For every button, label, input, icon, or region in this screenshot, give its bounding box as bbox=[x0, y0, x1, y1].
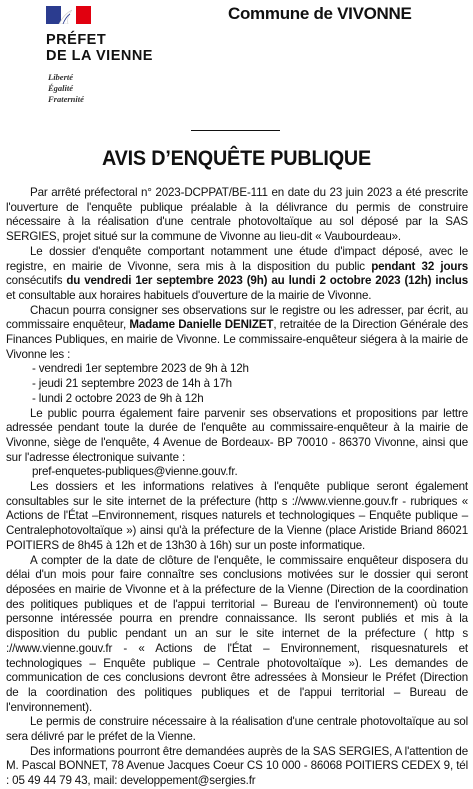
motto-egalite: Égalité bbox=[48, 83, 74, 93]
duration-text: pendant 32 jours bbox=[371, 259, 468, 273]
motto-liberte: Liberté bbox=[48, 72, 74, 82]
header bbox=[0, 0, 473, 125]
commune-name: Commune de VIVONNE bbox=[228, 4, 412, 23]
paragraph-commissaire: Chacun pourra consigner ses observations sur le registre ou les adresser, par écrit, au commissaire enquêteur, Madame Danielle DENIZET, retraitée de la Direction Générale des Finances Publiques, en mairie de Vivonne. Le commissaire-enquêteur siégera à la mairie de Vivonne les : bbox=[6, 303, 468, 361]
notice-body bbox=[6, 186, 468, 789]
motto-fraternite: Fraternité bbox=[48, 94, 84, 104]
notice-title: AVIS D’ENQUÊTE PUBLIQUE bbox=[101, 146, 372, 170]
prefet-department: DE LA VIENNE bbox=[46, 48, 153, 64]
title-divider bbox=[191, 130, 280, 131]
paragraph-consultation: Les dossiers et les informations relatives à l'enquête publique seront également consultables sur le site internet de la préfecture (http s ://www.vienne.gouv.fr - rubriques « Actions de l'État –Environnement, risques naturels et technologiques – Enquête publique – Centralephotovoltaïque ») ainsi qu'à la préfecture de la Vienne (place Aristide Briand 86021 POITIERS de 8h45 à 12h et de 13h30 à 16h) sur un poste informatique. bbox=[6, 480, 468, 552]
commissaire-name: Madame Danielle DENIZET bbox=[129, 318, 274, 332]
paragraph-permis: Le permis de construire nécessaire à la réalisation d'une centrale photovoltaïque au sol sera délivré par le préfet de la Vienne. bbox=[6, 715, 468, 744]
marianne-flag-icon bbox=[46, 6, 91, 24]
paragraph-arrete: Par arrêté préfectoral n° 2023-DCPPAT/BE-111 en date du 23 juin 2023 a été prescrite l'ouverture de l'enquête publique préalable à la délivrance du permis de construire nécessaire à la réalisation d'une centrale photovoltaïque au sol déposé par la SAS SERGIES, projet situé sur la commune de Vivonne au lieu-dit « Vaubourdeau». bbox=[6, 186, 468, 244]
email-address: pref-enquetes-publiques@vienne.gouv.fr. bbox=[32, 465, 238, 479]
paragraph-dossier: Le dossier d'enquête comportant notamment une étude d'impact déposé, avec le registre, en mairie de Vivonne, sera mis à la disposition du public pendant 32 jours consécutifs du vendredi 1er septembre 2023 (9h) au lundi 2 octobre 2023 (12h) inclus et consultable aux horaires habituels d'ouverture de la mairie de Vivonne. bbox=[6, 244, 468, 302]
paragraph-courrier: Le public pourra également faire parvenir ses observations et propositions par lettre adressée pendant toute la durée de l'enquête au commissaire-enquêteur à la mairie de Vivonne, siège de l'enquête, 4 Avenue de Bordeaux- BP 70010 - 86370 Vivonne, ainsi que sur l'adresse électronique suivante : bbox=[6, 406, 468, 464]
session-item: - lundi 2 octobre 2023 de 9h à 12h bbox=[32, 391, 204, 405]
period-text: du vendredi 1er septembre 2023 (9h) au lundi 2 octobre 2023 (12h) inclus bbox=[66, 274, 468, 288]
paragraph-conclusions: A compter de la date de clôture de l'enquête, le commissaire enquêteur disposera du délai d'un mois pour faire connaître ses conclusions motivées sur le dossier qui seront déposées en mairie de Vivonne et à la préfecture de la Vienne (Direction de la coordination des politiques publiques et de l'appui territorial – Bureau de l'environnement) où toute personne intéressée pourra en prendre connaissance. Ils seront publiés et mis à la disposition du public pendant un an sur le site internet de la préfecture ( http s ://www.vienne.gouv.fr - « Actions de l'État – Environnement, risquesnaturels et technologiques – Enquête publique – Centrale photovoltaïque »). Les demandes de communication de ces conclusions devront être adressées à Monsieur le Préfet (Direction de la coordination des politiques publiques et de l'appui territorial – Bureau de l'environnement). bbox=[6, 553, 468, 714]
session-item: - jeudi 21 septembre 2023 de 14h à 17h bbox=[32, 377, 232, 391]
paragraph-contact: Des informations pourront être demandées auprès de la SAS SERGIES, A l'attention de M. Pascal BONNET, 78 Avenue Jacques Coeur CS 10 000 - 86068 POITIERS CEDEX 9, tél : 05 49 44 79 43, mail: developpement@sergies.fr bbox=[6, 744, 468, 788]
prefet-title: PRÉFET bbox=[46, 32, 107, 48]
session-item: - vendredi 1er septembre 2023 de 9h à 12h bbox=[32, 362, 249, 376]
